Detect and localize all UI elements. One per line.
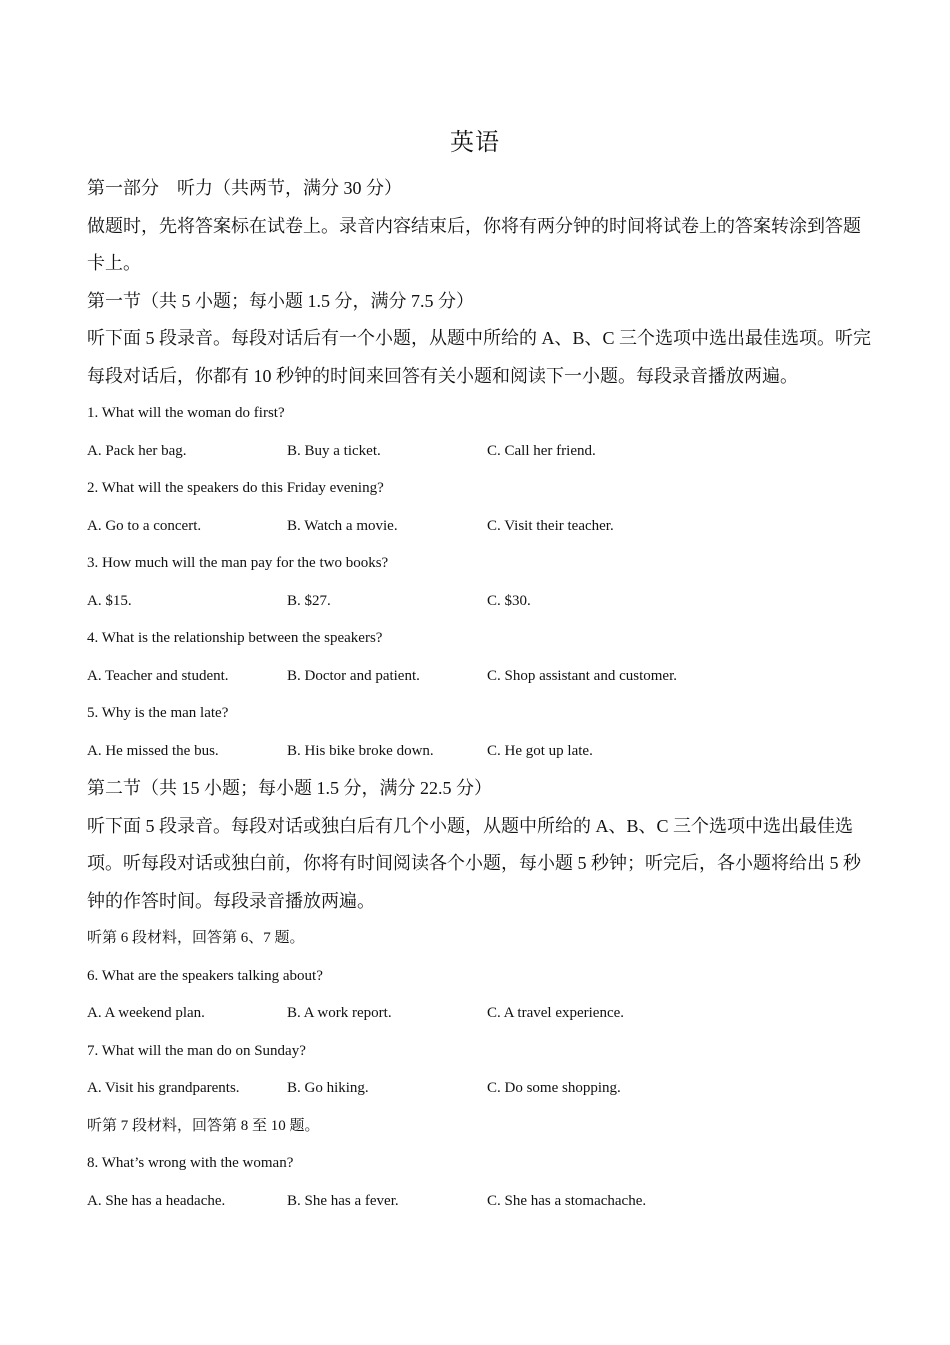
question-stem: 5. Why is the man late? [87,705,229,721]
option-a: A. He missed the bus. [87,742,219,759]
question-stem: 7. What will the man do on Sunday? [87,1042,306,1059]
option-b: B. Doctor and patient. [287,667,420,684]
section2-heading: 第二节（共 15 小题；每小题 1.5 分，满分 22.5 分） [87,778,492,798]
section2-instructions: 听下面 5 段录音。每段对话或独白后有几个小题，从题中所给的 A、B、C 三个选项中选出最佳选项。听每段对话或独白前，你将有时间阅读各个小题，每小题 5 秒钟；听完后，各小题将给出 5 秒钟的作答时间。每段录音播放两遍。 [87,815,861,911]
option-c: C. Call her friend. [487,442,596,459]
question-stem: 2. What will the speakers do this Friday evening? [87,480,384,496]
options-row [87,733,877,771]
options-row [87,508,877,546]
option-b: B. His bike broke down. [287,742,434,759]
option-c: C. Shop assistant and customer. [487,667,677,684]
option-b: B. Go hiking. [287,1080,369,1096]
material6-label: 听第 6 段材料，回答第 6、7 题。 [87,930,305,946]
question-stem: 4. What is the relationship between the speakers? [87,630,383,646]
option-c: C. A travel experience. [487,1005,625,1021]
option-a: A. Teacher and student. [87,667,229,684]
section1-heading: 第一节（共 5 小题；每小题 1.5 分，满分 7.5 分） [87,290,474,311]
question-stem: 3. How much will the man pay for the two books? [87,555,389,571]
option-c: C. $30. [487,592,531,609]
option-a: A. Visit his grandparents. [87,1080,240,1096]
options-row [87,1070,877,1108]
question-stem: 8. What’s wrong with the woman? [87,1155,294,1171]
options-row [87,583,877,621]
options-row [87,433,877,471]
option-b: B. Watch a movie. [287,517,398,534]
question-stem: 1. What will the woman do first? [87,405,285,421]
option-b: B. A work report. [287,1005,392,1021]
part1-instructions: 做题时，先将答案标在试卷上。录音内容结束后，你将有两分钟的时间将试卷上的答案转涂到答题卡上。 [87,215,861,273]
option-a: A. Go to a concert. [87,517,202,534]
material6-questions [87,958,877,1108]
option-a: A. She has a headache. [87,1192,226,1209]
option-b: B. $27. [287,592,331,609]
section1-instructions: 听下面 5 段录音。每段对话后有一个小题，从题中所给的 A、B、C 三个选项中选出最佳选项。听完每段对话后，你都有 10 秒钟的时间来回答有关小题和阅读下一小题。每段录音播放两遍。 [87,328,872,386]
option-c: C. He got up late. [487,742,593,759]
material7-questions [87,1145,877,1220]
material7-label: 听第 7 段材料，回答第 8 至 10 题。 [87,1117,320,1134]
option-c: C. Visit their teacher. [487,517,614,534]
option-c: C. Do some shopping. [487,1080,621,1096]
options-row [87,658,877,696]
option-a: A. $15. [87,592,132,609]
question-stem: 6. What are the speakers talking about? [87,967,323,984]
option-b: B. Buy a ticket. [287,442,381,459]
part1-heading: 第一部分 听力（共两节，满分 30 分） [87,178,402,198]
exam-content [87,170,877,1220]
option-a: A. A weekend plan. [87,1005,205,1021]
options-row [87,1183,877,1221]
section1-questions [87,395,877,770]
option-a: A. Pack her bag. [87,442,187,459]
option-b: B. She has a fever. [287,1192,399,1209]
options-row [87,995,877,1033]
option-c: C. She has a stomachache. [487,1192,647,1209]
page-title: 英语 [450,130,500,156]
